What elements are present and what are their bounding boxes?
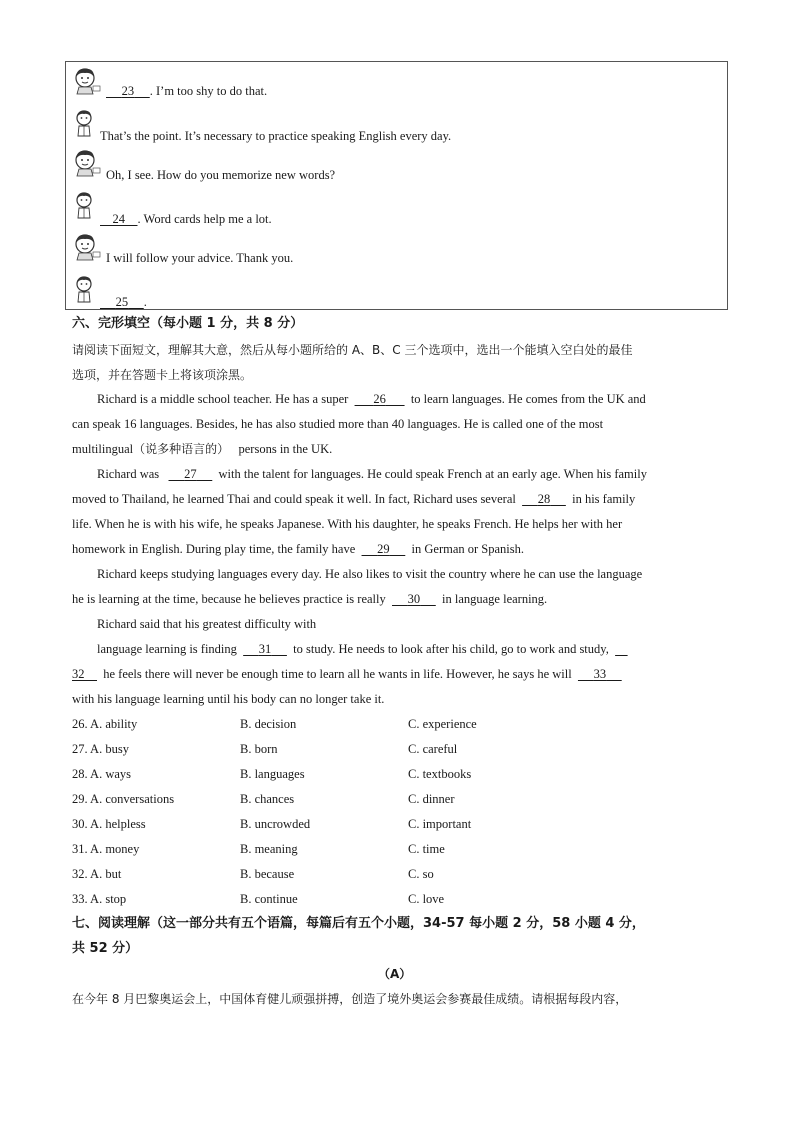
dialogue-line-1	[106, 81, 267, 101]
option-row-31	[72, 839, 572, 859]
dialogue-text: . Word cards help me a lot.	[137, 212, 272, 226]
option-a[interactable]: 31. A. money	[72, 842, 140, 856]
blank-25: 25	[115, 295, 129, 309]
girl-avatar-icon	[71, 66, 101, 96]
blank-31: 31	[258, 642, 272, 656]
dialogue-text: . I’m too shy to do that.	[149, 84, 268, 98]
passage-paragraph-4: Richard said that his greatest difficulty with language learning is finding 31 to study. He needs to look after his child, go to work and study, 32 he feels there will never be enough time to learn all he wants in life. However, he says he will 33 with his language learning until his body can no longer take it.	[72, 612, 722, 712]
option-a[interactable]: 26. A. ability	[72, 717, 138, 731]
blank-23: 23	[121, 84, 135, 98]
section-6-title: 六、完形填空（每小题 1 分，共 8 分）	[72, 316, 304, 331]
blank-30: 30	[407, 592, 421, 606]
boy-avatar-icon	[71, 108, 101, 138]
blank-27: 27	[184, 467, 197, 481]
girl-avatar-icon	[71, 148, 101, 178]
blank-32: 32	[72, 667, 85, 681]
option-c[interactable]: C. time	[408, 842, 445, 856]
option-b[interactable]: B. born	[240, 742, 278, 756]
dialogue-text: That’s the point. It’s necessary to practice speaking English every day.	[100, 129, 452, 143]
option-b[interactable]: B. chances	[240, 792, 295, 806]
option-row-33	[72, 889, 572, 909]
option-b[interactable]: B. meaning	[240, 842, 298, 856]
option-a[interactable]: 32. A. but	[72, 867, 122, 881]
option-a[interactable]: 28. A. ways	[72, 767, 132, 781]
option-b[interactable]: B. continue	[240, 892, 298, 906]
option-c[interactable]: C. so	[408, 867, 434, 881]
option-a[interactable]: 27. A. busy	[72, 742, 129, 756]
option-b[interactable]: B. uncrowded	[240, 817, 311, 831]
dialogue-text: Oh, I see. How do you memorize new words?	[106, 168, 336, 182]
blank-33: 33	[593, 667, 607, 681]
passage-paragraph-1: Richard is a middle school teacher. He has a super 26 to learn languages. He comes from the UK and can speak 16 languages. Besides, he has also studied more than 40 languages. He is called one of the most multilingual（说多种语言的） persons in the UK.	[72, 392, 646, 456]
option-b[interactable]: B. languages	[240, 767, 305, 781]
dialogue-line-3	[106, 165, 335, 185]
option-row-26	[72, 714, 572, 734]
boy-avatar-icon	[71, 190, 101, 220]
option-c[interactable]: C. important	[408, 817, 472, 831]
section-7-intro: 在今年 8 月巴黎奥运会上，中国体育健儿顽强拼搏，创造了境外奥运会参赛最佳成绩。请根据每段内容，	[72, 992, 628, 1006]
dialogue-text: .	[143, 295, 147, 309]
blank-29: 29	[377, 542, 390, 556]
option-row-32	[72, 864, 572, 884]
option-a[interactable]: 33. A. stop	[72, 892, 127, 906]
option-row-28	[72, 764, 572, 784]
dialogue-line-6	[100, 292, 147, 312]
passage-paragraph-2: Richard was 27 with the talent for languages. He could speak French at an early age. When his family moved to Thailand, he learned Thai and could speak it well. In fact, Richard uses several 28 in his family life. When he is with his wife, he speaks Japanese. With his daughter, he speaks French. He helps her with her homework in English. During play time, the family have 29 in German or Spanish.	[72, 467, 647, 556]
option-b[interactable]: B. because	[240, 867, 295, 881]
section-7-title: 七、阅读理解（这一部分共有五个语篇，每篇后有五个小题，34-57 每小题 2 分，58 小题 4 分，	[72, 916, 645, 931]
option-c[interactable]: C. textbooks	[408, 767, 472, 781]
option-c[interactable]: C. experience	[408, 717, 477, 731]
dialogue-line-4	[100, 209, 272, 229]
section-6-instruction: 选项，并在答题卡上将该项涂黑。	[72, 368, 253, 382]
option-b[interactable]: B. decision	[240, 717, 297, 731]
dialogue-line-2	[100, 126, 451, 146]
option-c[interactable]: C. dinner	[408, 792, 455, 806]
blank-24: 24	[112, 212, 125, 226]
section-7-title-cont: 共 52 分）	[72, 941, 139, 956]
blank-28: 28	[537, 492, 551, 506]
girl-avatar-icon	[71, 232, 101, 262]
option-a[interactable]: 29. A. conversations	[72, 792, 175, 806]
option-row-27	[72, 739, 572, 759]
option-row-30	[72, 814, 572, 834]
dialogue-box	[65, 61, 728, 310]
section-6-instruction: 请阅读下面短文，理解其大意，然后从每小题所给的 A、B、C 三个选项中，选出一个能填入空白处的最佳	[72, 343, 633, 357]
option-c[interactable]: C. careful	[408, 742, 458, 756]
option-c[interactable]: C. love	[408, 892, 445, 906]
boy-avatar-icon	[71, 274, 101, 304]
option-a[interactable]: 30. A. helpless	[72, 817, 146, 831]
dialogue-text: I will follow your advice. Thank you.	[106, 251, 294, 265]
option-row-29	[72, 789, 572, 809]
blank-26: 26	[373, 392, 386, 406]
passage-a-label: （A）	[378, 967, 412, 981]
dialogue-line-5	[106, 248, 293, 268]
passage-paragraph-3: Richard keeps studying languages every day. He also likes to visit the country where he can use the language he is learning at the time, because he believes practice is really 30 in language learning.	[72, 567, 643, 606]
